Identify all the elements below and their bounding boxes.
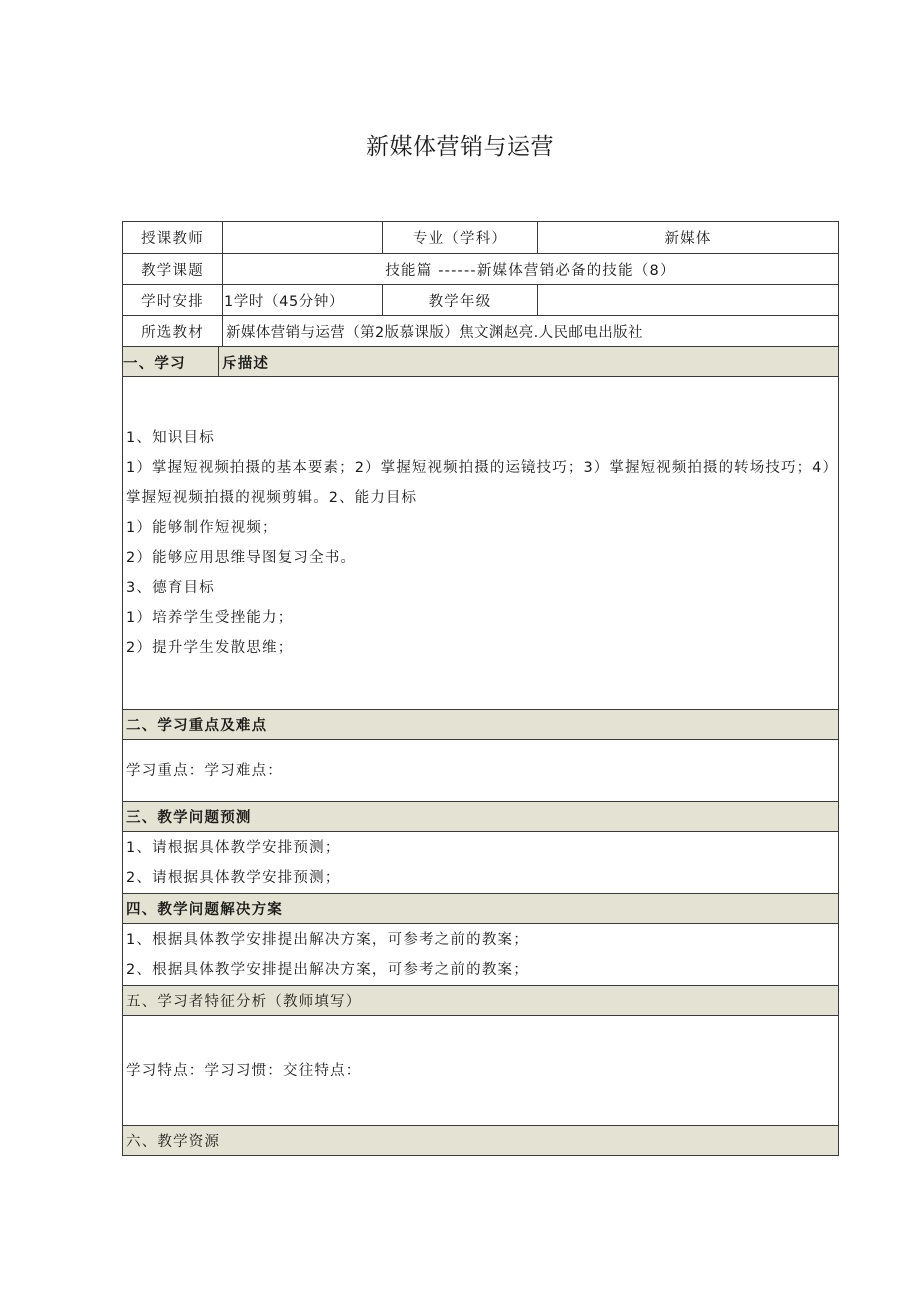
prediction-line: 2、请根据具体教学安排预测； (126, 869, 341, 886)
objective-line: 1、知识目标 (126, 430, 215, 446)
row-textbook (123, 316, 839, 347)
section-1-heading-left: 一、学习 (123, 356, 186, 372)
objective-line: 3、德育目标 (126, 580, 215, 596)
major-label: 专业（学科） (383, 222, 538, 254)
section-3-body (123, 832, 839, 894)
topic-value: 技能篇 ------新媒体营销必备的技能（8） (223, 254, 839, 285)
section-4-heading: 四、教学问题解决方案 (123, 894, 839, 924)
objective-line: 1）培养学生受挫能力； (126, 610, 294, 626)
textbook-label: 所选教材 (123, 316, 223, 347)
section-1-header (123, 347, 839, 377)
section-6-header (123, 1126, 839, 1156)
teacher-label: 授课教师 (123, 222, 223, 254)
row-teacher (123, 222, 839, 254)
section-2-heading: 二、学习重点及难点 (123, 710, 839, 740)
hours-value: 1学时（45分钟） (223, 285, 383, 316)
section-6-heading: 六、教学资源 (123, 1126, 839, 1156)
solution-line: 2、根据具体教学安排提出解决方案，可参考之前的教案； (126, 961, 529, 978)
grade-label: 教学年级 (383, 285, 538, 316)
learner-traits-line: 学习特点：学习习惯：交往特点： (126, 1062, 362, 1079)
objective-line: 2）能够应用思维导图复习全书。 (126, 550, 357, 566)
section-3-heading: 三、教学问题预测 (123, 802, 839, 832)
topic-label: 教学课题 (123, 254, 223, 285)
objective-line: 1）能够制作短视频； (126, 520, 278, 536)
section-5-body (123, 1016, 839, 1126)
major-value: 新媒体 (538, 222, 839, 254)
solution-line: 1、根据具体教学安排提出解决方案，可参考之前的教案； (126, 931, 529, 948)
objective-line: 2）提升学生发散思维； (126, 640, 294, 656)
lesson-plan-table (122, 221, 839, 1156)
section-3-header (123, 802, 839, 832)
prediction-line: 1、请根据具体教学安排预测； (126, 839, 341, 856)
row-topic (123, 254, 839, 285)
section-4-body (123, 924, 839, 986)
document-title: 新媒体营销与运营 (366, 134, 554, 160)
section-5-heading: 五、学习者特征分析（教师填写） (123, 986, 839, 1016)
section-1-heading-right: 斥描述 (222, 356, 270, 372)
teacher-value (223, 222, 383, 254)
section-4-header (123, 894, 839, 924)
grade-value (538, 285, 839, 316)
objective-line: 1）掌握短视频拍摄的基本要素；2）掌握短视频拍摄的运镜技巧；3）掌握短视频拍摄的转场技巧；4）掌握短视频拍摄的视频剪辑。2、能力目标 (126, 460, 831, 506)
section-2-body (123, 740, 839, 802)
hours-label: 学时安排 (123, 285, 223, 316)
row-hours (123, 285, 839, 316)
section-5-header (123, 986, 839, 1016)
textbook-value: 新媒体营销与运营（第2版慕课版）焦文渊赵亮.人民邮电出版社 (223, 316, 839, 347)
key-points-line: 学习重点：学习难点： (126, 762, 283, 779)
section-2-header (123, 710, 839, 740)
section-1-body (123, 377, 839, 710)
